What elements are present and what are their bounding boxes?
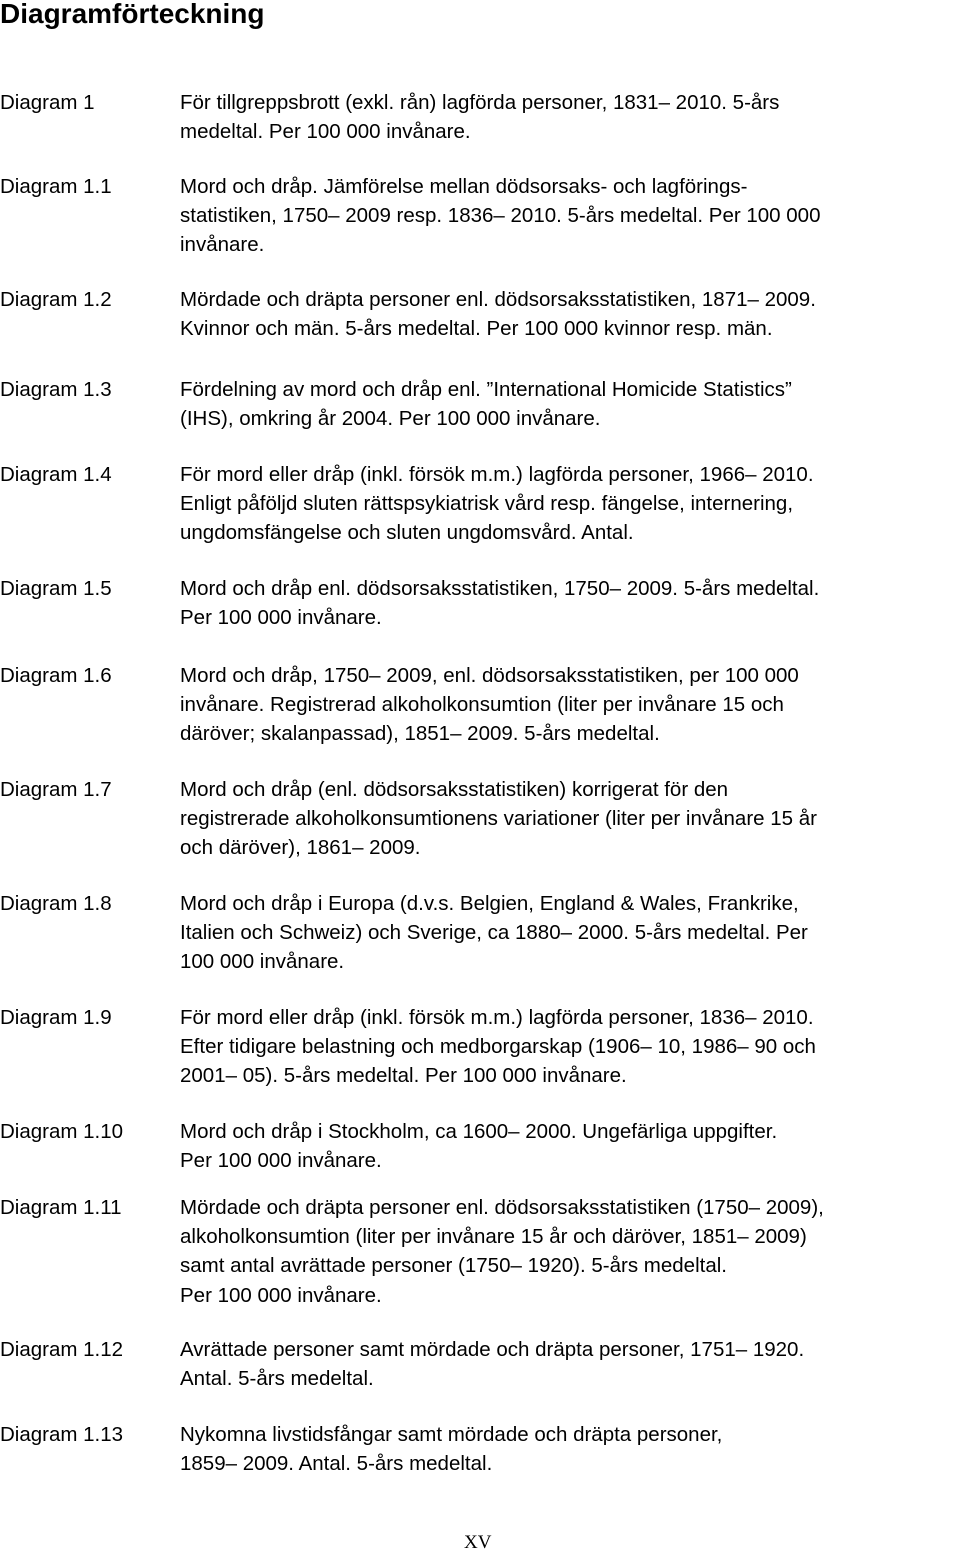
description-line: statistiken, 1750– 2009 resp. 1836– 2010. 5-års medeltal. Per 100 000 [180,204,821,228]
description-line: Mördade och dräpta personer enl. dödsorsaksstatistiken (1750– 2009), [180,1196,824,1219]
diagram-entry [0,775,950,863]
description-line: Mord och dråp i Europa (d.v.s. Belgien, England & Wales, Frankrike, [180,892,799,915]
diagram-entry [0,172,950,260]
diagram-label: Diagram 1 [0,91,95,114]
diagram-entry [0,574,950,632]
diagram-entry [0,1003,950,1091]
diagram-description [180,460,950,548]
description-line: medeltal. Per 100 000 invånare. [180,120,471,144]
description-line: Fördelning av mord och dråp enl. ”International Homicide Statistics” [180,378,792,401]
description-line: Antal. 5-års medeltal. [180,1367,374,1391]
description-line: Per 100 000 invånare. [180,1149,382,1173]
description-line: (IHS), omkring år 2004. Per 100 000 invånare. [180,407,601,431]
diagram-description [180,1003,950,1091]
description-line: samt antal avrättade personer (1750– 1920). 5-års medeltal. [180,1254,727,1278]
description-line: För tillgreppsbrott (exkl. rån) lagförda personer, 1831– 2010. 5-års [180,91,780,114]
description-line: alkoholkonsumtion (liter per invånare 15 år och däröver, 1851– 2009) [180,1225,807,1249]
diagram-entry [0,1420,950,1478]
diagram-label: Diagram 1.10 [0,1120,124,1143]
diagram-label: Diagram 1.9 [0,1006,112,1029]
diagram-label: Diagram 1.8 [0,892,112,915]
description-line: 2001– 05). 5-års medeltal. Per 100 000 invånare. [180,1064,627,1088]
diagram-label: Diagram 1.5 [0,577,112,600]
diagram-entry [0,1117,950,1175]
description-line: Efter tidigare belastning och medborgarskap (1906– 10, 1986– 90 och [180,1035,816,1059]
description-line: Mord och dråp. Jämförelse mellan dödsorsaks- och lagförings- [180,175,748,198]
diagram-description [180,889,950,977]
description-line: invånare. Registrerad alkoholkonsumtion (liter per invånare 15 och [180,693,784,717]
description-line: däröver; skalanpassad), 1851– 2009. 5-års medeltal. [180,722,660,746]
description-line: Mord och dråp, 1750– 2009, enl. dödsorsaksstatistiken, per 100 000 [180,664,799,687]
description-line: Italien och Schweiz) och Sverige, ca 1880– 2000. 5-års medeltal. Per [180,921,808,945]
description-line: 100 000 invånare. [180,950,345,974]
diagram-label: Diagram 1.7 [0,778,112,801]
diagram-label: Diagram 1.4 [0,463,112,486]
description-line: Mord och dråp (enl. dödsorsaksstatistiken) korrigerat för den [180,778,729,801]
diagram-description [180,1117,950,1175]
diagram-entry [0,88,950,146]
diagram-description [180,775,950,863]
page-title: Diagramförteckning [0,0,265,29]
description-line: För mord eller dråp (inkl. försök m.m.) lagförda personer, 1966– 2010. [180,463,814,486]
diagram-description [180,661,950,749]
diagram-entry [0,1335,950,1393]
description-line: Nykomna livstidsfångar samt mördade och dräpta personer, [180,1423,723,1446]
diagram-entry [0,889,950,977]
description-line: Per 100 000 invånare. [180,1283,382,1307]
description-line: Mördade och dräpta personer enl. dödsorsaksstatistiken, 1871– 2009. [180,288,816,311]
description-line: 1859– 2009. Antal. 5-års medeltal. [180,1452,493,1476]
diagram-label: Diagram 1.3 [0,378,112,401]
description-line: Kvinnor och män. 5-års medeltal. Per 100 000 kvinnor resp. män. [180,317,773,341]
diagram-label: Diagram 1.1 [0,175,112,198]
diagram-description [180,88,950,146]
diagram-description [180,1335,950,1393]
diagram-description [180,285,950,343]
description-line: Enligt påföljd sluten rättspsykiatrisk vård resp. fängelse, internering, [180,492,794,516]
diagram-label: Diagram 1.13 [0,1423,124,1446]
diagram-description [180,375,950,433]
diagram-label: Diagram 1.12 [0,1338,124,1361]
description-line: invånare. [180,233,265,257]
diagram-description [180,172,950,260]
diagram-entry [0,375,950,433]
diagram-entry [0,661,950,749]
description-line: ungdomsfängelse och sluten ungdomsvård. Antal. [180,521,634,545]
description-line: Avrättade personer samt mördade och dräpta personer, 1751– 1920. [180,1338,805,1361]
diagram-description [180,1193,950,1310]
description-line: och däröver), 1861– 2009. [180,836,421,860]
diagram-label: Diagram 1.6 [0,664,112,687]
diagram-entry [0,460,950,548]
description-line: För mord eller dråp (inkl. försök m.m.) lagförda personer, 1836– 2010. [180,1006,814,1029]
page-number: XV [464,1532,492,1553]
description-line: Mord och dråp enl. dödsorsaksstatistiken, 1750– 2009. 5-års medeltal. [180,577,820,600]
diagram-entry [0,1193,950,1310]
diagram-description [180,574,950,632]
diagram-label: Diagram 1.11 [0,1196,122,1219]
description-line: Mord och dråp i Stockholm, ca 1600– 2000. Ungefärliga uppgifter. [180,1120,778,1143]
diagram-entry [0,285,950,343]
description-line: registrerade alkoholkonsumtionens variationer (liter per invånare 15 år [180,807,817,831]
diagram-description [180,1420,950,1478]
description-line: Per 100 000 invånare. [180,606,382,630]
diagram-label: Diagram 1.2 [0,288,112,311]
